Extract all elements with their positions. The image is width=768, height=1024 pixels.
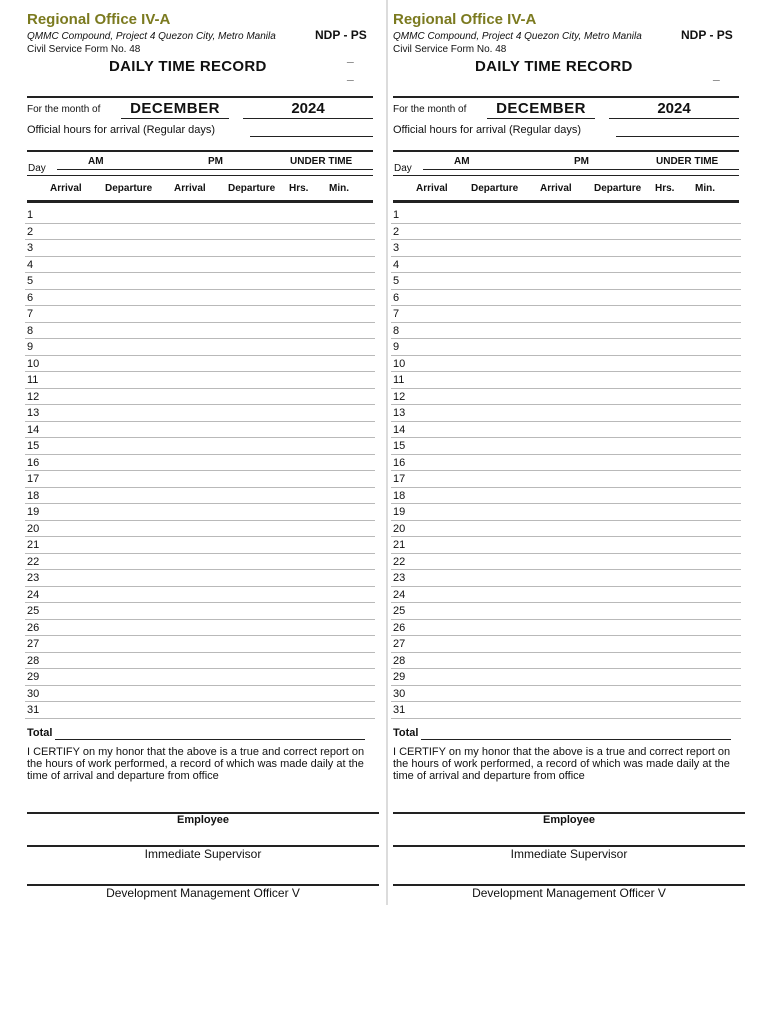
- table-row[interactable]: [391, 471, 741, 488]
- day-number: 28: [393, 654, 406, 667]
- header-hours: Hrs.: [289, 183, 309, 194]
- day-number: 10: [393, 357, 406, 370]
- rule: [423, 169, 739, 170]
- signatory-employee: Employee: [543, 814, 595, 826]
- org-name: Regional Office IV-A: [393, 11, 537, 28]
- header-under-time: UNDER TIME: [656, 156, 719, 167]
- table-row[interactable]: [25, 471, 375, 488]
- table-row[interactable]: [391, 521, 741, 538]
- table-row[interactable]: [25, 224, 375, 241]
- table-row[interactable]: [25, 521, 375, 538]
- table-row[interactable]: [391, 290, 741, 307]
- rule: [27, 200, 373, 203]
- org-address: QMMC Compound, Project 4 Quezon City, Metro Manila: [27, 31, 276, 42]
- day-number: 23: [393, 572, 406, 584]
- header-pm: PM: [208, 156, 223, 167]
- day-number: 26: [27, 621, 40, 634]
- table-row[interactable]: [391, 455, 741, 472]
- day-number: 2: [393, 225, 400, 238]
- header-minutes: Min.: [329, 183, 349, 194]
- dtr-form-left: [25, 0, 385, 905]
- day-number: 13: [27, 407, 40, 419]
- header-am: AM: [88, 156, 104, 167]
- signatory-supervisor: Immediate Supervisor: [510, 847, 628, 861]
- day-number: 17: [393, 473, 406, 485]
- table-row[interactable]: [25, 306, 375, 323]
- table-row[interactable]: [25, 488, 375, 505]
- month-label: For the month of: [27, 104, 101, 115]
- table-row[interactable]: [25, 290, 375, 307]
- table-row[interactable]: [391, 339, 741, 356]
- day-number: 15: [27, 440, 40, 452]
- month-value: DECEMBER: [487, 100, 595, 119]
- day-number: 3: [27, 242, 34, 254]
- table-row[interactable]: [391, 224, 741, 241]
- table-row[interactable]: [25, 273, 375, 290]
- rule: [57, 169, 373, 170]
- table-row[interactable]: [25, 686, 375, 703]
- table-row[interactable]: [25, 455, 375, 472]
- day-number: 3: [393, 242, 400, 254]
- table-row[interactable]: [25, 504, 375, 521]
- day-number: 4: [393, 258, 400, 271]
- rule: [393, 96, 739, 98]
- official-hours-label: Official hours for arrival (Regular days): [393, 124, 582, 136]
- form-number: Civil Service Form No. 48: [27, 44, 141, 55]
- day-number: 29: [27, 671, 40, 683]
- table-row[interactable]: [391, 422, 741, 439]
- table-row[interactable]: [25, 702, 375, 719]
- table-row[interactable]: [25, 537, 375, 554]
- day-number: 14: [393, 423, 406, 436]
- table-row[interactable]: [391, 372, 741, 389]
- header-minutes: Min.: [695, 183, 715, 194]
- table-row[interactable]: [391, 257, 741, 274]
- rule: [393, 175, 739, 176]
- day-number: 1: [27, 209, 34, 221]
- day-number: 18: [393, 489, 406, 502]
- table-row[interactable]: [391, 554, 741, 571]
- header-under-time: UNDER TIME: [290, 156, 353, 167]
- table-row[interactable]: [25, 339, 375, 356]
- table-row[interactable]: [391, 570, 741, 587]
- table-row[interactable]: [391, 669, 741, 686]
- office-code: NDP - PS: [315, 28, 367, 42]
- day-number: 23: [27, 572, 40, 584]
- day-number: 21: [393, 539, 406, 551]
- header-day: Day: [394, 163, 412, 174]
- day-number: 20: [393, 522, 406, 535]
- header-arrival-pm: Arrival: [174, 183, 206, 194]
- table-row[interactable]: [25, 669, 375, 686]
- table-row[interactable]: [391, 405, 741, 422]
- form-title: DAILY TIME RECORD: [109, 58, 267, 75]
- dash-mark: _: [347, 68, 354, 82]
- header-pm: PM: [574, 156, 589, 167]
- signatory-supervisor: Immediate Supervisor: [144, 847, 262, 861]
- table-row[interactable]: [391, 686, 741, 703]
- table-row[interactable]: [391, 620, 741, 637]
- header-day: Day: [28, 163, 46, 174]
- official-hours-field[interactable]: [250, 136, 373, 137]
- rule: [27, 175, 373, 176]
- day-number: 14: [27, 423, 40, 436]
- org-name: Regional Office IV-A: [27, 11, 171, 28]
- day-number: 25: [27, 605, 40, 617]
- table-row[interactable]: [391, 488, 741, 505]
- table-row[interactable]: [25, 438, 375, 455]
- certification-text: I CERTIFY on my honor that the above is a true and correct report on the hours of work performed, a record of which was made daily at the time of arrival and departure from office: [27, 746, 365, 782]
- day-number: 8: [393, 324, 400, 337]
- day-number: 30: [393, 687, 406, 700]
- day-number: 24: [27, 588, 40, 601]
- header-departure-pm: Departure: [228, 183, 276, 194]
- table-row[interactable]: [391, 702, 741, 719]
- day-number: 5: [27, 275, 34, 287]
- day-number: 24: [393, 588, 406, 601]
- table-row[interactable]: [391, 603, 741, 620]
- table-row[interactable]: [25, 240, 375, 257]
- table-row[interactable]: [391, 504, 741, 521]
- dash-mark: _: [713, 68, 720, 82]
- header-departure-pm: Departure: [594, 183, 642, 194]
- day-rows: [25, 207, 375, 719]
- header-arrival-am: Arrival: [50, 183, 82, 194]
- day-number: 7: [27, 308, 34, 320]
- table-row[interactable]: [391, 323, 741, 340]
- day-number: 22: [393, 555, 406, 568]
- day-number: 31: [393, 704, 406, 716]
- table-row[interactable]: [25, 603, 375, 620]
- day-number: 12: [393, 390, 406, 403]
- day-rows: [391, 207, 741, 719]
- signatory-employee: Employee: [177, 814, 229, 826]
- rule: [27, 96, 373, 98]
- day-number: 11: [393, 374, 405, 386]
- table-row[interactable]: [391, 273, 741, 290]
- table-row[interactable]: [25, 636, 375, 653]
- month-value: DECEMBER: [121, 100, 229, 119]
- header-departure-am: Departure: [471, 183, 519, 194]
- table-row[interactable]: [25, 323, 375, 340]
- table-row[interactable]: [391, 653, 741, 670]
- table-row[interactable]: [391, 306, 741, 323]
- table-row[interactable]: [25, 570, 375, 587]
- day-number: 21: [27, 539, 40, 551]
- day-number: 25: [393, 605, 406, 617]
- year-value: 2024: [243, 100, 373, 119]
- day-number: 8: [27, 324, 34, 337]
- table-row[interactable]: [391, 636, 741, 653]
- table-row[interactable]: [391, 438, 741, 455]
- day-number: 28: [27, 654, 40, 667]
- rule: [393, 150, 739, 152]
- signatory-officer: Development Management Officer V: [472, 886, 666, 900]
- day-number: 27: [393, 638, 406, 650]
- table-row[interactable]: [391, 389, 741, 406]
- table-row[interactable]: [391, 537, 741, 554]
- day-number: 20: [27, 522, 40, 535]
- table-row[interactable]: [391, 240, 741, 257]
- day-number: 26: [393, 621, 406, 634]
- day-number: 16: [27, 456, 40, 469]
- day-number: 19: [27, 506, 40, 518]
- rule: [393, 200, 739, 203]
- table-row[interactable]: [25, 389, 375, 406]
- month-label: For the month of: [393, 104, 467, 115]
- table-row[interactable]: [25, 207, 375, 224]
- day-number: 13: [393, 407, 406, 419]
- day-number: 12: [27, 390, 40, 403]
- header-arrival-pm: Arrival: [540, 183, 572, 194]
- form-number: Civil Service Form No. 48: [393, 44, 507, 55]
- day-number: 4: [27, 258, 34, 271]
- header-hours: Hrs.: [655, 183, 675, 194]
- day-number: 2: [27, 225, 34, 238]
- day-number: 22: [27, 555, 40, 568]
- header-arrival-am: Arrival: [416, 183, 448, 194]
- header-departure-am: Departure: [105, 183, 153, 194]
- table-row[interactable]: [391, 356, 741, 373]
- signatory-officer: Development Management Officer V: [106, 886, 300, 900]
- form-title: DAILY TIME RECORD: [475, 58, 633, 75]
- day-number: 9: [27, 341, 34, 353]
- table-row[interactable]: [25, 620, 375, 637]
- table-row[interactable]: [25, 587, 375, 604]
- total-field[interactable]: [421, 739, 731, 740]
- official-hours-label: Official hours for arrival (Regular days): [27, 124, 216, 136]
- dash-mark: _: [347, 50, 354, 64]
- day-number: 18: [27, 489, 40, 502]
- total-label: Total: [27, 727, 53, 739]
- day-number: 16: [393, 456, 406, 469]
- official-hours-field[interactable]: [616, 136, 739, 137]
- office-code: NDP - PS: [681, 28, 733, 42]
- dtr-form-right: [391, 0, 751, 905]
- day-number: 6: [27, 291, 34, 304]
- total-field[interactable]: [55, 739, 365, 740]
- table-row[interactable]: [25, 653, 375, 670]
- day-number: 30: [27, 687, 40, 700]
- total-label: Total: [393, 727, 419, 739]
- day-number: 11: [27, 374, 39, 386]
- table-row[interactable]: [25, 257, 375, 274]
- org-address: QMMC Compound, Project 4 Quezon City, Metro Manila: [393, 31, 642, 42]
- day-number: 31: [27, 704, 40, 716]
- rule: [27, 150, 373, 152]
- day-number: 6: [393, 291, 400, 304]
- header-am: AM: [454, 156, 470, 167]
- day-number: 10: [27, 357, 40, 370]
- table-row[interactable]: [25, 372, 375, 389]
- day-number: 5: [393, 275, 400, 287]
- day-number: 29: [393, 671, 406, 683]
- table-row[interactable]: [25, 554, 375, 571]
- day-number: 9: [393, 341, 400, 353]
- day-number: 19: [393, 506, 406, 518]
- day-number: 7: [393, 308, 400, 320]
- table-row[interactable]: [25, 422, 375, 439]
- table-row[interactable]: [391, 207, 741, 224]
- table-row[interactable]: [25, 356, 375, 373]
- table-row[interactable]: [25, 405, 375, 422]
- year-value: 2024: [609, 100, 739, 119]
- day-number: 17: [27, 473, 40, 485]
- day-number: 1: [393, 209, 400, 221]
- day-number: 15: [393, 440, 406, 452]
- certification-text: I CERTIFY on my honor that the above is a true and correct report on the hours of work performed, a record of which was made daily at the time of arrival and departure from office: [393, 746, 731, 782]
- table-row[interactable]: [391, 587, 741, 604]
- page-divider: [386, 0, 388, 905]
- day-number: 27: [27, 638, 40, 650]
